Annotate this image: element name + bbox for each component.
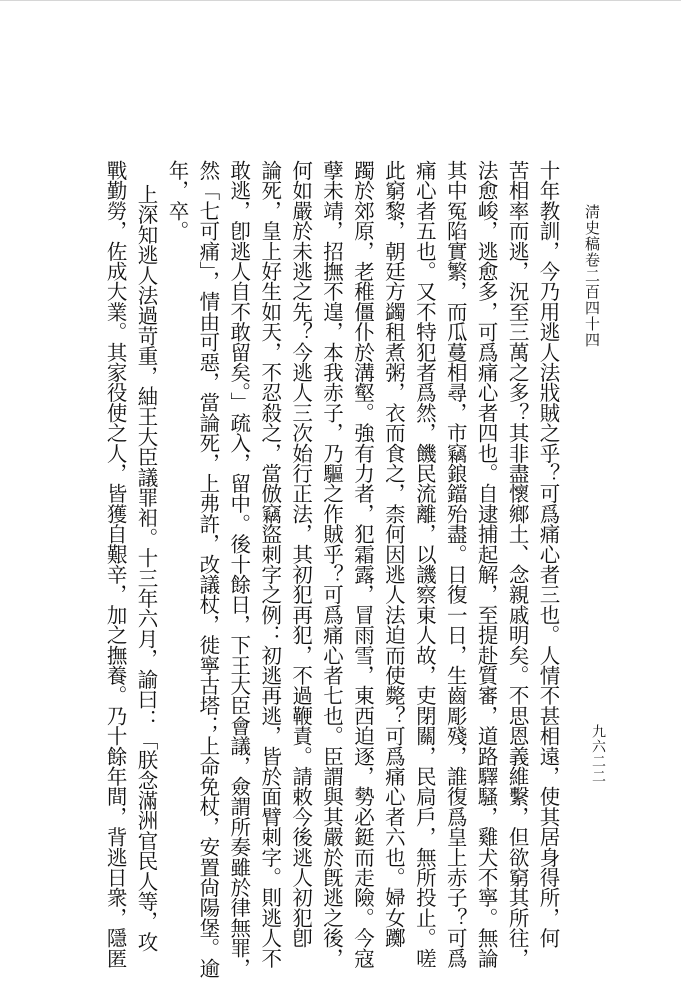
text-column: 躅於郊原，老稚僵仆於溝壑。強有力者，犯霜露，冒雨雪，東西迫逐，勢必鋌而走險。今寇 [350, 160, 375, 969]
text-column: 然「七可痛」，情由可惡，當論死，上弗許，改議杖，徙寧古塔；上命免杖，安置尙陽堡。逾 [195, 160, 220, 978]
text-column: 痛心者五也。又不特犯者爲然，饑民流離，以譏察東人故，吏閉關，民扃戶，無所投止。嗟 [412, 160, 437, 969]
text-column: 論死，皇上好生如天，不忍殺之，當倣竊盜刺字之例：初逃再逃，皆於面臂刺字。則逃人不 [257, 160, 282, 969]
page-number: 九六二二 [590, 724, 606, 784]
text-column: 法愈峻，逃愈多，可爲痛心者四也。自逮捕起解，至提赴質審，道路驛騷，雞犬不寧。無論 [474, 160, 499, 969]
text-column: 苦相率而逃，況至三萬之多？其非盡懷鄉土、念親戚明矣。不思恩義維繫，但欲窮其所往， [505, 160, 530, 969]
text-column: 十年教訓，今乃用逃人法戕賊之乎？可爲痛心者三也。人情不甚相遠，使其居身得所，何 [536, 160, 560, 948]
text-block [100, 160, 562, 978]
text-column: 上深知逃人法過苛重，紬王大臣議罪衵。十三年六月，諭曰：「朕念滿洲官民人等，攻 [134, 184, 159, 952]
text-column: 戰勤勞，佐成大業。其家役使之人，皆獲自艱辛，加之撫養。乃十餘年間，背逃日衆，隱匿 [103, 160, 128, 969]
text-column: 孽未靖，招撫不遑，本我赤子，乃驅之作賊乎？可爲痛心者七也。臣謂與其嚴於旣逃之後， [319, 160, 344, 969]
top-rule [0, 0, 681, 1]
text-column: 敢逃，卽逃人自不敢留矣。」疏入，留中。後十餘日，下王大臣會議，僉謂所奏雖於律無罪， [226, 160, 251, 978]
text-column: 其中冤陷實繁，而瓜蔓相尋，市竊鋃鐺殆盡。日復一日，生齒彫殘，誰復爲皇上赤子？可爲 [443, 160, 468, 969]
text-column: 何如嚴於未逃之先？今逃人三次始行正法，其初犯再犯，不過鞭責。請敕今後逃人初犯卽 [288, 160, 313, 948]
text-column: 年，卒。 [164, 160, 189, 241]
running-head: 淸史稿卷二百四十四 [583, 204, 601, 348]
text-column: 此窮黎，朝廷方蠲租煮粥，衣而食之，柰何因逃人法迫而使斃？可爲痛心者六也。婦女躑 [381, 160, 406, 948]
